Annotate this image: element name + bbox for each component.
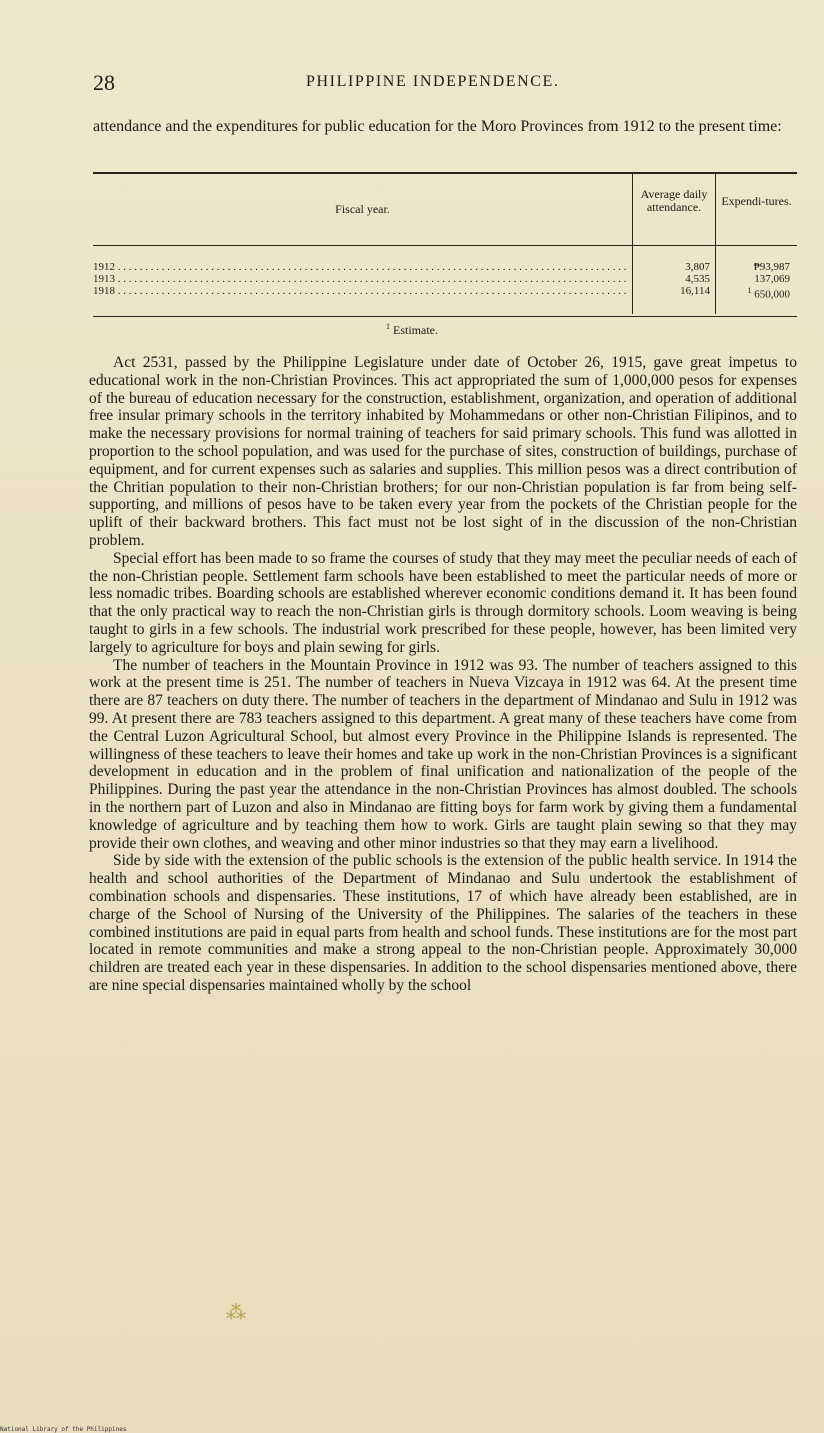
table-row: [93, 261, 797, 273]
cell-year: 1912 . . .: [93, 261, 626, 273]
table-footnote: [0, 322, 824, 338]
footnote-marker: 1: [386, 322, 390, 331]
education-table: [93, 172, 797, 317]
page-header: [93, 70, 794, 100]
header-fiscal-year: Fiscal year.: [335, 202, 390, 216]
library-watermark: National Library of the Philippines: [0, 1426, 127, 1433]
cell-year: 1913 . . .: [93, 273, 626, 285]
footnote-marker: 1: [747, 286, 752, 295]
table-row: [93, 285, 797, 301]
paragraph: The number of teachers in the Mountain Province in 1912 was 93. The number of teachers assigned to this work at the present time is 251. The number of teachers in Nueva Vizcaya in 1912 was 64. At the present time there are 87 teachers on duty there. The number of teachers in the department of Mindanao and Sulu in 1912 was 99. At present there are 783 teachers assigned to this department. A great many of these teachers have come from the Central Luzon Agricultural School, but almost every Province in the Philippine Islands is represented. The willingness of these teachers to leave their homes and take up work in the non-Christian Provinces is a significant development in education and in the problem of final unification and nationalization of the people of the Philippines. During the past year the attendance in the non-Christian Provinces has almost doubled. The schools in the northern part of Luzon and also in Mindanao are fitting boys for farm work by giving them a fundamental knowledge of agriculture and by teaching them how to work. Girls are taught plain sewing so that they may provide their own clothes, and weaving and other minor industries so that they may earn a livelihood.: [89, 656, 797, 852]
ink-blot-ornament: ⁂: [226, 1302, 246, 1324]
table-row: [93, 273, 797, 285]
running-head: PHILIPPINE INDEPENDENCE.: [306, 73, 560, 90]
cell-year: 1918 . . .: [93, 285, 626, 297]
paragraph: Act 2531, passed by the Philippine Legislature under date of October 26, 1915, gave great impetus to educational work in the non-Christian Provinces. This act appropriated the sum of 1,000,000 pesos for expenses of the bureau of education necessary for the construction, establishment, organization, and operation of additional free insular primary schools in the territory inhabited by Mohammedans or other non-Christian Filipinos, and to make the necessary provisions for normal training of teachers for said primary schools. This fund was allotted in proportion to the school population, and was used for the purchase of sites, construction of buildings, purchase of equipment, and for current expenses such as salaries and supplies. This million pesos was a direct contribution of the Chritian population to their non-Christian brothers; for our non-Christian population is far from being self-supporting, and millions of pesos have to be taken every year from the pockets of the Christian people for the uplift of their backward brothers. This fact must not be lost sight of in the discussion of the non-Christian problem.: [89, 354, 797, 549]
cell-expenditures-value: 650,000: [754, 288, 790, 301]
page-number: 28: [93, 70, 115, 95]
intro-text: attendance and the expenditures for public education for the Moro Provinces from 1912 to the present time:: [93, 118, 782, 135]
cell-expenditures: 137,069: [754, 273, 790, 285]
paragraph: Side by side with the extension of the public schools is the extension of the public health service. In 1914 the health and school authorities of the Department of Mindanao and Sulu undertook the establishment of combination schools and dispensaries. These institutions, 17 of which have already been established, are in charge of the School of Nursing of the University of the Philippines. The salaries of the teachers in these combined institutions are paid in equal parts from health and school funds. These institutions are for the most part located in remote communities and make a strong appeal to the non-Christian people. Approximately 30,000 children are treated each year in these dispensaries. In addition to the school dispensaries mentioned above, there are nine special dispensaries maintained wholly by the school: [89, 852, 797, 994]
cell-expenditures: ₱93,987: [753, 261, 790, 273]
paragraph: Special effort has been made to so frame the courses of study that they may meet the peculiar needs of each of the non-Christian people. Settlement farm schools have been established to meet the particular needs of more or less nomadic tribes. Boarding schools are established wherever economic conditions demand it. It has been found that the only practical way to reach the non-Christian girls is through dormitory schools. Loom weaving is being taught to girls in a few schools. The industrial work prescribed for these people, however, has been limited very largely to agriculture for boys and plain sewing for girls.: [89, 549, 797, 656]
header-expenditures: Expendi-tures.: [721, 194, 792, 208]
body-text: [89, 354, 797, 995]
table-header: [93, 174, 797, 246]
header-attendance: Average daily attendance.: [640, 187, 708, 214]
cell-attendance: 3,807: [685, 261, 710, 273]
footnote-text: Estimate.: [393, 323, 438, 337]
cell-attendance: 16,114: [680, 285, 710, 297]
table-body: [93, 261, 797, 301]
cell-expenditures: [716, 285, 790, 301]
cell-attendance: 4,535: [685, 273, 710, 285]
